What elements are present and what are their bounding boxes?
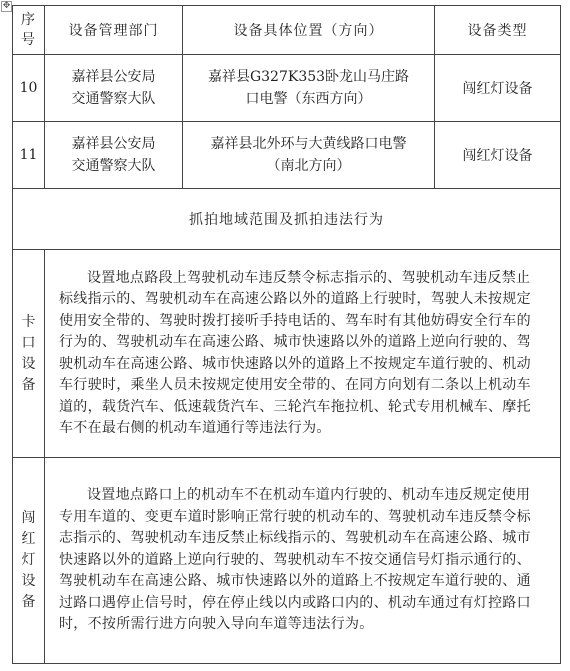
row-location: 嘉祥县北外环与大黄线路口电警 （南北方向） — [183, 122, 435, 189]
section-title: 抓拍地域范围及抓拍违法行为 — [13, 189, 561, 250]
header-department: 设备管理部门 — [45, 6, 183, 55]
row-type: 闯红灯设备 — [435, 122, 561, 189]
table-row — [13, 55, 561, 122]
table-move-handle-icon[interactable]: ✥ — [2, 1, 11, 11]
section-title-row — [13, 189, 561, 250]
row-type: 闯红灯设备 — [435, 55, 561, 122]
table-row — [13, 122, 561, 189]
kakou-label: 卡口设备 — [21, 313, 36, 393]
chuanghongdeng-description: 设置地点路口上的机动车不在机动车道内行驶的、机动车违反规定使用专用车道的、变更车道时影响正常行驶的机动车的、驾驶机动车违反禁令标志指示的、驾驶机动车违反禁止标线指示的、驾驶机动车在高速公路、城市快速路以外的道路上逆向行驶的、驾驶机动车不按交通信号灯指示通行的、驾驶机动车在高速公路、城市快速路以外的道路上不按规定车道行驶的、通过路口遇停止信号时，停在停止线以内或路口内的、机动车通过有灯控路口时，不按所需行进方向驶入导向车道等违法行为。 — [45, 458, 561, 664]
row-number: 10 — [13, 55, 45, 122]
chuanghongdeng-label-cell — [13, 458, 45, 664]
header-seq: 序号 — [13, 6, 45, 55]
kakou-description: 设置地点路段上驾驶机动车违反禁令标志指示的、驾驶机动车违反禁止标线指示的、驾驶机动车在高速公路以外的道路上行驶时，驾驶人未按规定使用安全带的、驾驶时拨打接听手持电话的、驾车时有其他妨碍安全行车的行为的、驾驶机动车在高速公路、城市快速路以外的道路上逆向行驶的、驾驶机动车在高速公路、城市快速路以外的道路上不按规定车道行驶的、机动车行驶时，乘坐人员未按规定使用安全带的、在同方向划有二条以上机动车道的，载货汽车、低速载货汽车、三轮汽车拖拉机、轮式专用机械车、摩托车不在最右侧的机动车道通行等违法行为。 — [45, 250, 561, 458]
header-row — [13, 6, 561, 55]
kakou-row — [13, 250, 561, 458]
chuanghongdeng-row — [13, 458, 561, 664]
row-department: 嘉祥县公安局 交通警察大队 — [45, 55, 183, 122]
chuanghongdeng-label: 闯红灯设备 — [21, 510, 36, 610]
header-location: 设备具体位置（方向） — [183, 6, 435, 55]
row-number: 11 — [13, 122, 45, 189]
row-department: 嘉祥县公安局 交通警察大队 — [45, 122, 183, 189]
header-type: 设备类型 — [435, 6, 561, 55]
row-location: 嘉祥县G327K353卧龙山马庄路 口电警（东西方向） — [183, 55, 435, 122]
equipment-table — [12, 5, 561, 664]
kakou-label-cell — [13, 250, 45, 458]
